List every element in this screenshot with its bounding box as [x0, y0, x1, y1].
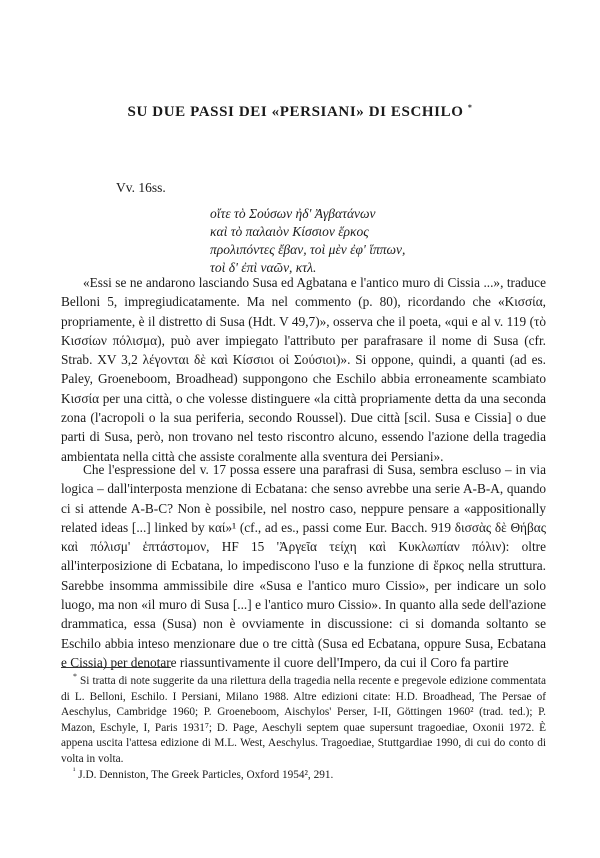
- footnote-mark: ¹: [73, 765, 76, 775]
- article-title-text: SU DUE PASSI DEI «PERSIANI» DI ESCHILO: [127, 104, 464, 120]
- footnotes: [61, 674, 546, 783]
- verse-line: τοὶ δ' ἐπὶ ναῶν, κτλ.: [210, 260, 317, 275]
- article-title: [0, 104, 600, 121]
- footnote-item: [61, 765, 546, 784]
- paragraph-text: Che l'espressione del v. 17 possa essere una parafrasi di Susa, sembra escluso – in via logica – dall'interposta menzione di Ecbatana: che senso avrebbe una serie A-B-A, quando ci si attende A-B-C? Non è possibile, nel nostro caso, neppure pensare a «appositionally related ideas [...] linked by καί»¹ (cf., ad es., passi come Eur. Bacch. 919 δισσὰς δὲ Θήβας καὶ πόλισμ' ἑπτάστομον, HF 15 'Ἀργεῖα τείχη καὶ Κυκλωπίαν πόλιν): oltre all'interposizione di Ecbatana, lo impediscono l'uso e la funzione di ἕρκος nella struttura. Sarebbe insomma ammissibile dire «Susa e l'antico muro Cissio», per indicare un solo luogo, ma non «il muro di Susa [...] e l'antico muro Cissio». In quanto alla sede dell'azione drammatica, essa (Susa) non è ovviamente in discussione: ci si domanda soltanto se Eschilo abbia inteso menzionare due o tre città (Susa ed Ecbatana, oppure Susa, Ecbatana e Cissia) per denotare riassuntivamente il cuore dell'Impero, da cui il Coro fa partire: [61, 462, 546, 670]
- verse-line: καὶ τὸ παλαιὸν Κίσσιον ἕρκος: [210, 224, 369, 239]
- body-paragraph-2: [61, 460, 546, 672]
- footnote-item: [61, 674, 546, 768]
- title-footnote-mark: *: [467, 103, 473, 112]
- paragraph-text: «Essi se ne andarono lasciando Susa ed Agbatana e l'antico muro di Cissia ...», traduce Belloni 5, impregiudicatamente. Ma nel commento (p. 80), ricordando che «Κισσία, propriamente, è il distretto di Susa (Hdt. V 49,7)», osserva che il poeta, «qui e al v. 119 (τὸ Κισσίων πόλισμα), può aver impiegato l'attributo per parafrasare il nome di Susa (cfr. Strab. XV 3,2 λέγονται δὲ καὶ Κίσσιοι οἱ Σούσιοι)». Si oppone, quindi, a quanti (ad es. Paley, Groeneboom, Broadhead) suppongono che Eschilo abbia erroneamente scambiato Κισσία per una città, o che volesse distinguere «la città propriamente detta da una seconda zona (l'acropoli o la sua periferia, secondo Roussel). Due città [scil. Susa e Cissia] o due parti di Susa, però, non trovano nel testo riscontro alcuno, essendo l'azione della tragedia ambientata nella città che assiste coralmente alla sventura dei Persiani».: [61, 275, 546, 464]
- footnote-divider: [61, 667, 171, 668]
- verse-line: προλιπόντες ἔβαν, τοὶ μὲν ἐφ' ἵππων,: [210, 242, 406, 257]
- greek-verse-quote: [210, 205, 405, 277]
- footnote-text: Si tratta di note suggerite da una rilettura della tragedia nella recente e pregevole edizione commentata di L. Belloni, Eschilo. I Persiani, Milano 1988. Altre edizioni citate: H.D. Broadhead, The Persae of Aeschylus, Cambridge 1960; P. Groeneboom, Aischylos' Perser, I-II, Göttingen 1960² (trad. ted.); P. Mazon, Eschyle, I, Paris 1931⁷; D. Page, Aeschyli septem quae supersunt tragoediae, Oxonii 1972. È appena uscita l'attesa edizione di M.L. West, Aeschylus. Tragoediae, Stuttgardiae 1990, di cui do conto di volta in volta.: [61, 675, 547, 765]
- verse-reference: Vv. 16ss.: [116, 180, 166, 195]
- footnote-mark: *: [73, 672, 77, 682]
- footnote-text: J.D. Denniston, The Greek Particles, Oxford 1954², 291.: [78, 768, 334, 781]
- body-paragraph-1: [61, 273, 546, 466]
- verse-line: οἴτε τὸ Σούσων ἠδ' Ἀγβατάνων: [210, 206, 376, 221]
